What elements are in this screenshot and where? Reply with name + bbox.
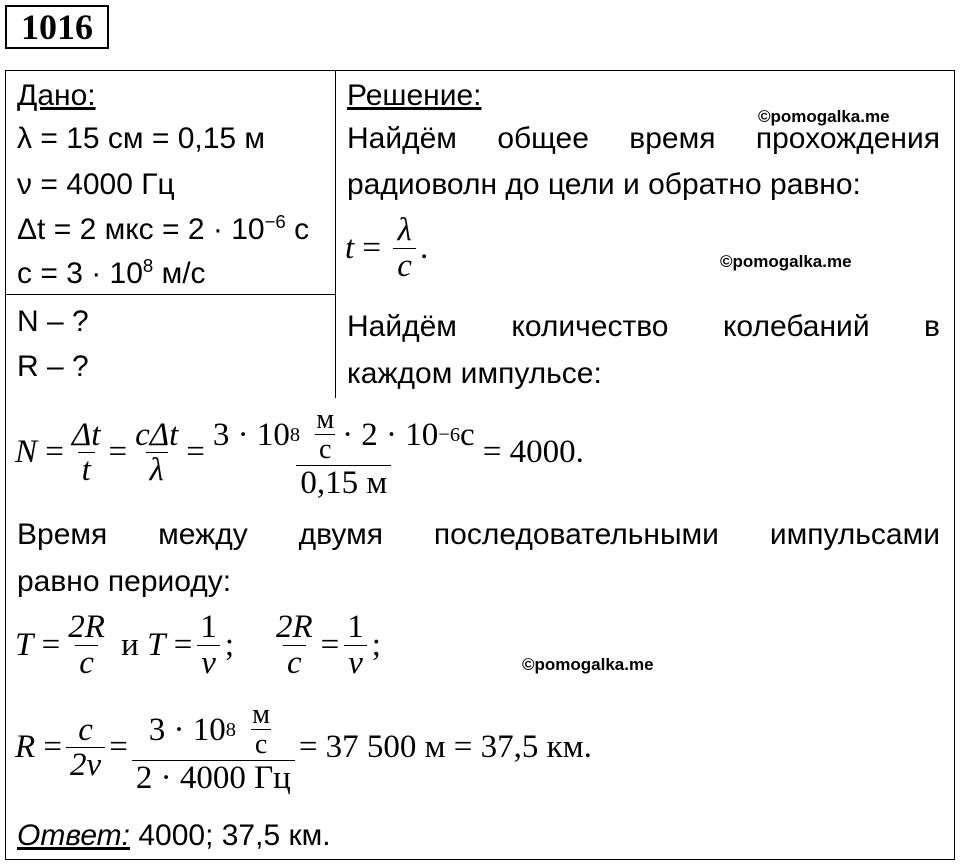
- problem-number: 1016: [5, 5, 109, 49]
- solution-header: Решение:: [347, 79, 482, 112]
- watermark: ©pomogalka.me: [720, 252, 852, 271]
- solution-line-5: Время между двумя последовательными импульсами: [17, 518, 940, 551]
- answer-value: 4000; 37,5 км.: [130, 819, 331, 852]
- given-dt: Δt = 2 мкс = $2 \cdot 10^{-6}$ с: [17, 211, 310, 246]
- formula-period: T = $\frac{2R}{c}$ и T = $\frac{1}{\nu}$ ; $\frac{2R}{c}$ = $\frac{1}{\nu}$ ;: [15, 609, 381, 681]
- find-N: N – ?: [17, 305, 89, 338]
- given-c: $c = 3 \cdot 10^8$ м/с: [17, 255, 206, 290]
- solution-line-4: каждом импульсе:: [347, 357, 602, 390]
- given-lambda: λ = 15 см = 0,15 м: [17, 122, 266, 155]
- solution-line-3: Найдём количество колебаний в: [347, 310, 940, 343]
- answer-label: Ответ:: [17, 819, 130, 852]
- formula-time: t = $\frac{\lambda}{c}$ .: [345, 212, 429, 284]
- watermark: ©pomogalka.me: [758, 107, 890, 126]
- answer: [17, 814, 331, 858]
- solution-line-2: радиоволн до цели и обратно равно:: [347, 168, 861, 201]
- watermark: ©pomogalka.me: [522, 655, 654, 674]
- solution-line-6: равно периоду:: [17, 565, 232, 598]
- formula-N: N = $\frac{\Delta t}{t}$ = $\frac{\text{cΔt}}{\lambda}$ = 3 · 10 8 $\frac{м}{с}$ · 2 · 10 −6 с 0,15 м = 4000.: [15, 404, 584, 501]
- given-frequency: ν = 4000 Гц: [17, 168, 175, 201]
- given-header: Дано:: [17, 79, 96, 112]
- formula-distance: R = $\frac{c}{2\nu}$ = 3 · 10 8 $\frac{м}{с}$ 2 · 4000 Гц = 37 500 м = 37,5 км.: [15, 699, 592, 796]
- find-R: R – ?: [17, 350, 89, 383]
- solution-line-1: Найдём общее время прохождения: [347, 122, 940, 155]
- given-divider-vertical: [335, 70, 336, 398]
